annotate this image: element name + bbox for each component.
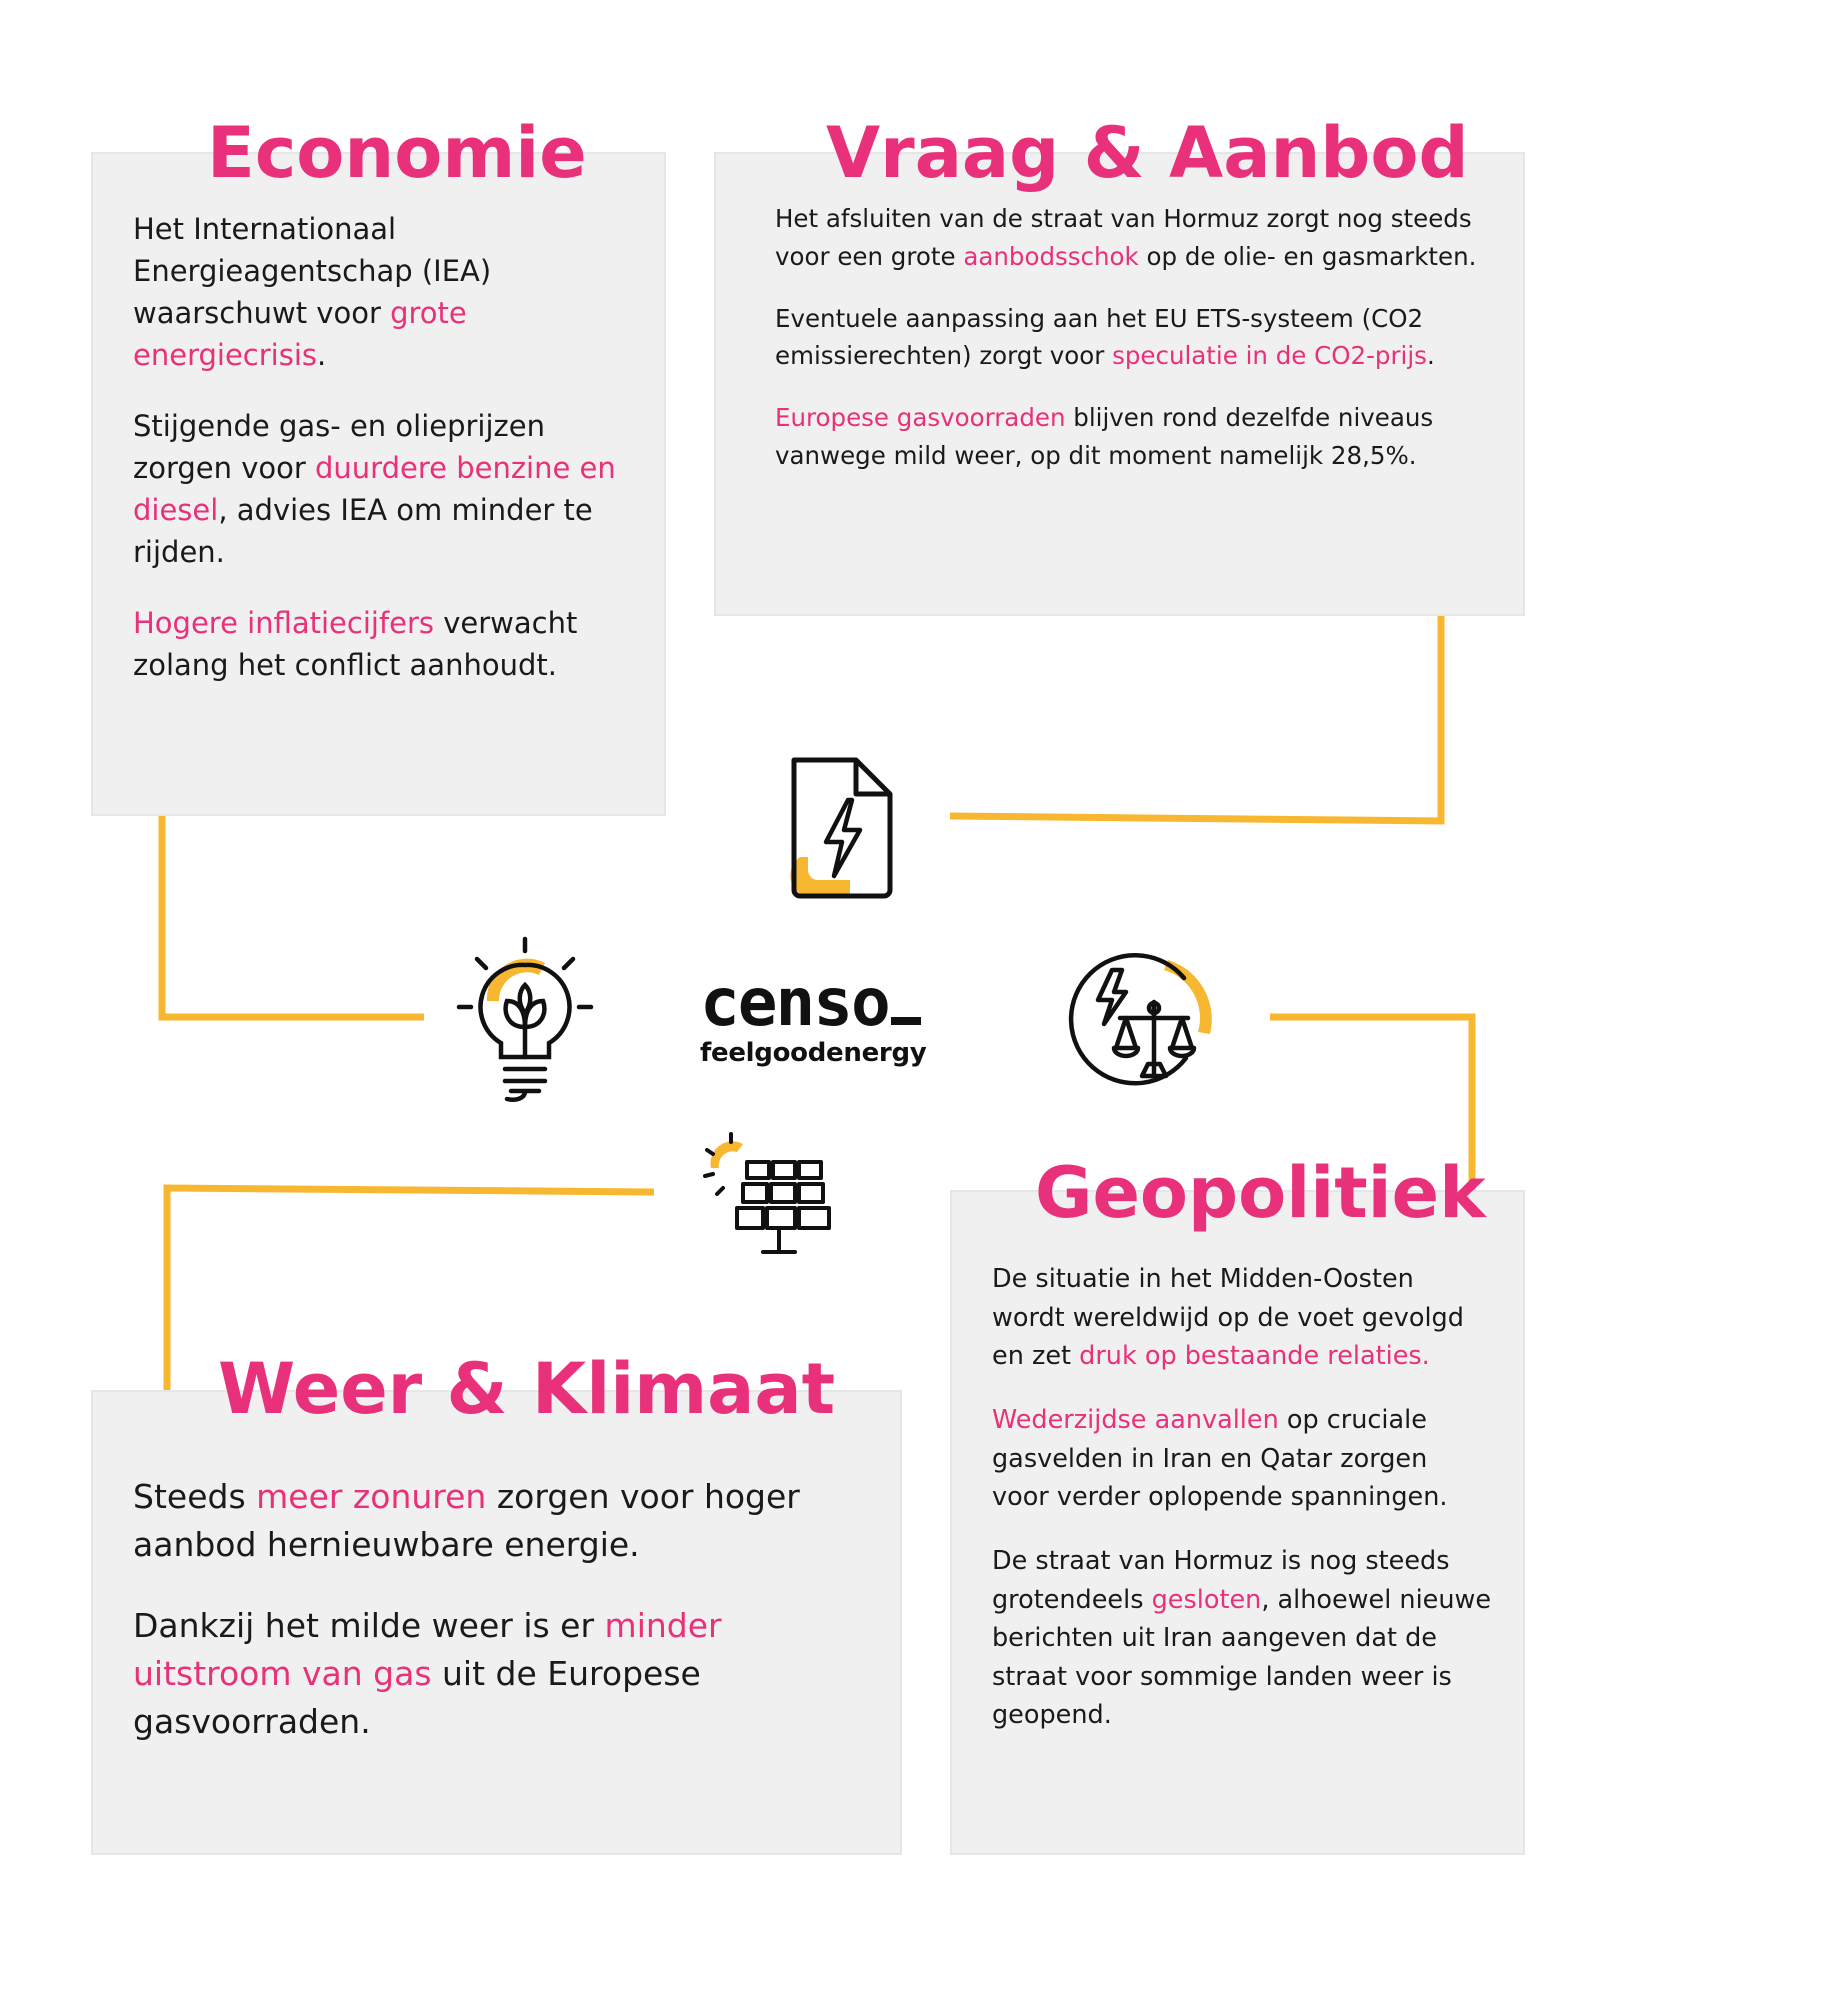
economie-paragraph-2: Stijgende gas- en olieprijzen zorgen voor duurdere benzine en diesel, advies IEA om minder te rijden.	[133, 409, 616, 569]
solar-panel-icon	[703, 1132, 833, 1257]
energy-balance-icon	[1068, 948, 1218, 1088]
vraag-aanbod-paragraph-2: Eventuele aanpassing aan het EU ETS-systeem (CO2 emissierechten) zorgt voor speculatie in de CO2-prijs.	[775, 303, 1435, 370]
economie-paragraph-1: Het Internationaal Energieagentschap (IEA) waarschuwt voor grote energiecrisis.	[133, 212, 492, 372]
geopolitiek-paragraph-3: De straat van Hormuz is nog steeds grotendeels gesloten, alhoewel nieuwe berichten uit Iran aangeven dat de straat voor sommige landen weer is geopend.	[992, 1546, 1492, 1730]
energy-document-icon	[778, 752, 898, 902]
economie-paragraph-3: Hogere inflatiecijfers verwacht zolang het conflict aanhoudt.	[133, 606, 578, 682]
weer-klimaat-title: Weer & Klimaat	[218, 1348, 836, 1430]
geopolitiek-paragraph-1: De situatie in het Midden-Oosten wordt wereldwijd op de voet gevolgd en zet druk op bestaande relaties.	[992, 1264, 1464, 1371]
vraag-aanbod-text	[775, 200, 1495, 474]
logo-wordmark: censo	[700, 970, 960, 1036]
weer-klimaat-paragraph-1: Steeds meer zonuren zorgen voor hoger aanbod hernieuwbare energie.	[133, 1477, 800, 1564]
geopolitiek-title: Geopolitiek	[1035, 1152, 1486, 1234]
vraag-aanbod-paragraph-3: Europese gasvoorraden blijven rond dezelfde niveaus vanwege mild weer, op dit moment namelijk 28,5%.	[775, 403, 1434, 470]
geopolitiek-text	[992, 1260, 1492, 1735]
vraag-aanbod-paragraph-1: Het afsluiten van de straat van Hormuz zorgt nog steeds voor een grote aanbodsschok op de olie- en gasmarkten.	[775, 204, 1477, 271]
geopolitiek-paragraph-2: Wederzijdse aanvallen op cruciale gasvelden in Iran en Qatar zorgen voor verder oplopende spanningen.	[992, 1405, 1448, 1512]
economie-text	[133, 208, 643, 686]
vraag-aanbod-title: Vraag & Aanbod	[826, 112, 1469, 194]
economie-title: Economie	[207, 112, 587, 194]
logo-tagline: feelgoodenergy	[700, 1038, 927, 1068]
logo-cursor	[891, 1017, 921, 1025]
weer-klimaat-text	[133, 1473, 833, 1746]
censo-logo	[700, 964, 960, 1068]
weer-klimaat-paragraph-2: Dankzij het milde weer is er minder uitstroom van gas uit de Europese gasvoorraden.	[133, 1606, 722, 1741]
plant-lightbulb-icon	[455, 935, 595, 1105]
